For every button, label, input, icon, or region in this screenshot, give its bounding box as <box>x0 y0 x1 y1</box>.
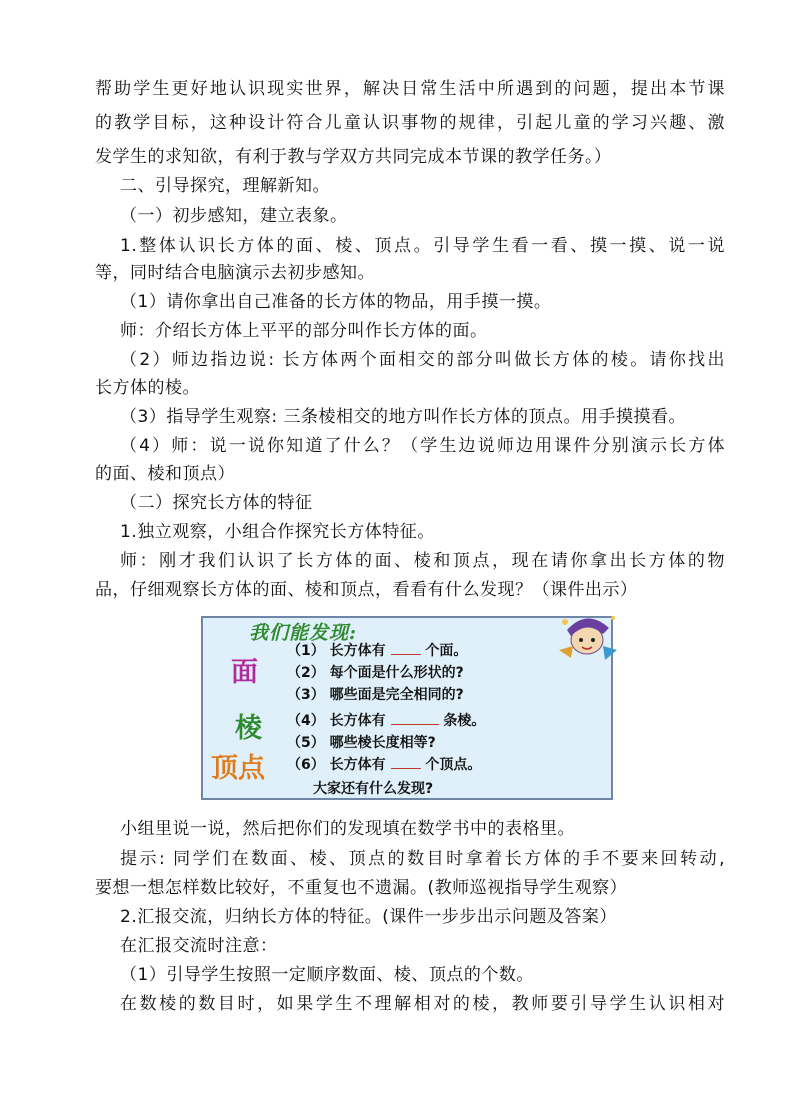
paragraph-line: 1.独立观察，小组合作探究长方体特征。 <box>120 522 435 542</box>
paragraph-line: 2.汇报交流，归纳长方体的特征。(课件一步步出示问题及答案） <box>120 907 617 927</box>
figure-question-4: （4） 长方体有 条棱。 <box>287 713 486 729</box>
paragraph-line: （1）引导学生按照一定顺序数面、棱、顶点的个数。 <box>120 965 534 985</box>
paragraph-line: （4）师：说一说你知道了什么？（学生边说师边用课件分别演示长方体 <box>120 436 725 456</box>
paragraph-line: 师：刚才我们认识了长方体的面、棱和顶点，现在请你拿出长方体的物 <box>120 551 725 571</box>
figure-question-6: （6） 长方体有 个顶点。 <box>287 757 482 773</box>
paragraph-line: 1.整体认识长方体的面、棱、顶点。引导学生看一看、摸一摸、说一说 <box>120 236 725 256</box>
figure-title: 我们能发现: <box>249 622 358 644</box>
face-label: 面 <box>231 657 258 688</box>
figure-question-2: （2） 每个面是什么形状的? <box>287 665 464 681</box>
paragraph-line: （2）师边指边说: 长方体两个面相交的部分叫做长方体的棱。请你找出 <box>120 350 725 370</box>
paragraph-line: （1）请你拿出自己准备的长方体的物品，用手摸一摸。 <box>120 292 552 312</box>
paragraph-line: 提示: 同学们在数面、棱、顶点的数目时拿着长方体的手不要来回转动, <box>120 849 725 869</box>
vertex-label: 顶点 <box>211 753 265 784</box>
paragraph-line: 发学生的求知欲，有利于教与学双方共同完成本节课的教学任务。） <box>95 147 612 167</box>
edge-label: 棱 <box>235 713 262 744</box>
paragraph-line: 帮助学生更好地认识现实世界，解决日常生活中所遇到的问题，提出本节课 <box>95 79 725 99</box>
paragraph-line: 要想一想怎样数比较好，不重复也不遗漏。(教师巡视指导学生观察） <box>95 878 628 898</box>
paragraph-line: 在汇报交流时注意： <box>120 936 278 956</box>
paragraph-line: 等，同时结合电脑演示去初步感知。 <box>95 263 375 283</box>
answer-blank <box>391 712 439 725</box>
figure-footer: 大家还有什么发现? <box>313 781 434 797</box>
paragraph-line: 在数棱的数目时，如果学生不理解相对的棱，教师要引导学生认识相对 <box>120 994 725 1014</box>
section-heading: 二、引导探究，理解新知。 <box>120 176 330 196</box>
paragraph-line: 长方体的棱。 <box>95 378 200 398</box>
paragraph-line: 师：介绍长方体上平平的部分叫作长方体的面。 <box>120 321 488 341</box>
figure-question-3: （3） 哪些面是完全相同的? <box>287 687 464 703</box>
paragraph-line: 的面、棱和顶点） <box>95 464 235 484</box>
paragraph-line: 的教学目标，这种设计符合儿童认识事物的规律，引起儿童的学习兴趣、激 <box>95 113 725 133</box>
answer-blank <box>391 756 421 769</box>
cartoon-mascot-icon <box>553 610 621 668</box>
figure-question-5: （5） 哪些棱长度相等? <box>287 735 436 751</box>
courseware-figure <box>201 616 613 800</box>
paragraph-line: 品，仔细观察长方体的面、棱和顶点，看看有什么发现？（课件出示） <box>95 580 638 600</box>
figure-question-1: （1） 长方体有 个面。 <box>287 643 468 659</box>
subsection-heading: （一）初步感知，建立表象。 <box>120 206 348 226</box>
answer-blank <box>391 642 421 655</box>
paragraph-line: 小组里说一说，然后把你们的发现填在数学书中的表格里。 <box>120 819 575 839</box>
paragraph-line: （3）指导学生观察: 三条棱相交的地方叫作长方体的顶点。用手摸摸看。 <box>120 407 686 427</box>
subsection-heading: （二）探究长方体的特征 <box>120 493 313 513</box>
